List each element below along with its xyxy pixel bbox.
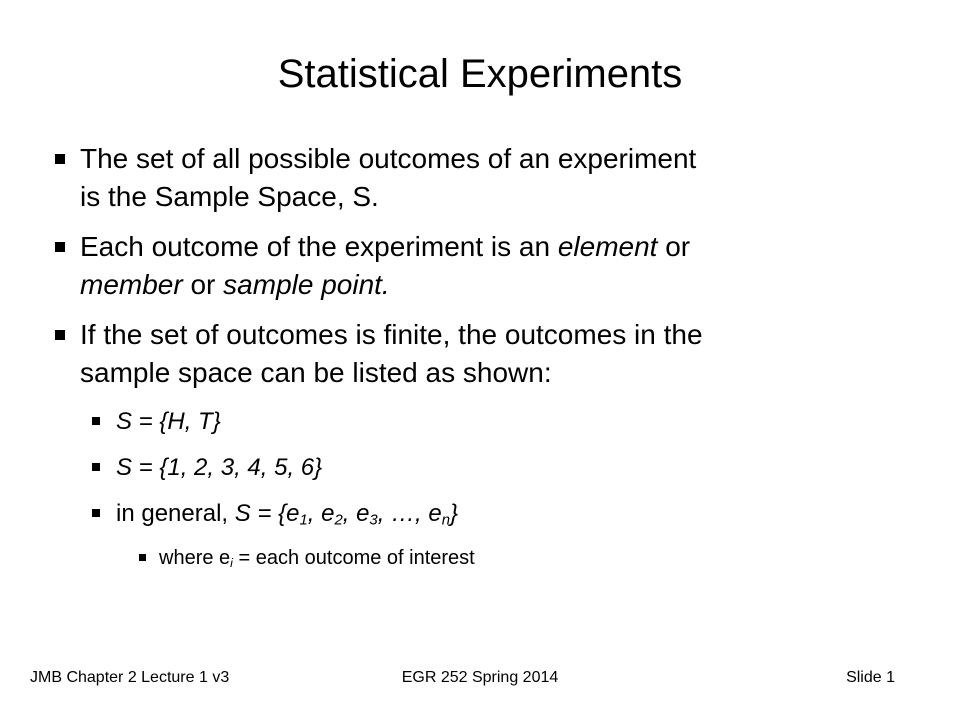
- subscript: i: [230, 556, 233, 571]
- text-segment: Each outcome of the experiment is an: [80, 231, 558, 262]
- footer-term: EGR 252 Spring 2014: [401, 669, 559, 686]
- sub-bullet-die: [45, 452, 925, 484]
- term-member: member: [80, 269, 183, 300]
- set-open: S = {e: [234, 500, 300, 527]
- subscript: 3: [369, 512, 378, 529]
- bullet-sample-space: [45, 140, 925, 216]
- bullet-text-line-1: The set of all possible outcomes of an experiment: [80, 143, 697, 174]
- bullet-element-definition: [45, 228, 925, 304]
- set-die: S = {1, 2, 3, 4, 5, 6}: [116, 454, 323, 481]
- where-prefix: where e: [159, 547, 231, 569]
- term-sample-point: sample point.: [223, 269, 390, 300]
- bullet-text-line-1: [80, 228, 925, 266]
- square-bullet-icon: [92, 509, 100, 517]
- square-bullet-icon: [139, 554, 146, 561]
- footer-slide-number: Slide 1: [846, 669, 895, 686]
- sub-sub-bullet-where: [45, 544, 925, 572]
- square-bullet-icon: [92, 417, 100, 425]
- subscript: 1: [299, 512, 308, 529]
- set-separator: , e: [307, 500, 335, 527]
- subscript: n: [441, 512, 451, 529]
- bullet-text-line-2: sample space can be listed as shown:: [80, 357, 552, 388]
- bullet-text-line-1: If the set of outcomes is finite, the outcomes in the: [80, 319, 703, 350]
- slide-title: Statistical Experiments: [277, 52, 683, 96]
- set-separator: , …, e: [377, 500, 442, 527]
- where-suffix: = each outcome of interest: [232, 547, 475, 569]
- bullet-text-line-2: is the Sample Space, S.: [80, 181, 379, 212]
- set-coin: S = {H, T}: [116, 408, 221, 435]
- set-separator: , e: [342, 500, 370, 527]
- square-bullet-icon: [55, 242, 65, 252]
- text-segment: or: [657, 231, 691, 262]
- sub-bullet-coin: [45, 406, 925, 438]
- bullet-finite-outcomes: [45, 316, 925, 392]
- subscript: 2: [334, 512, 343, 529]
- sub-bullet-general: [45, 498, 925, 530]
- square-bullet-icon: [55, 154, 65, 164]
- slide-content: [45, 140, 925, 572]
- set-close: }: [450, 500, 459, 527]
- text-segment: or: [182, 269, 224, 300]
- bullet-text-line-2: [80, 266, 925, 304]
- square-bullet-icon: [55, 330, 65, 340]
- square-bullet-icon: [92, 463, 100, 471]
- general-set: [235, 500, 458, 527]
- term-element: element: [557, 231, 658, 262]
- footer-course-info: JMB Chapter 2 Lecture 1 v3: [30, 669, 230, 686]
- general-prefix: in general,: [116, 500, 235, 527]
